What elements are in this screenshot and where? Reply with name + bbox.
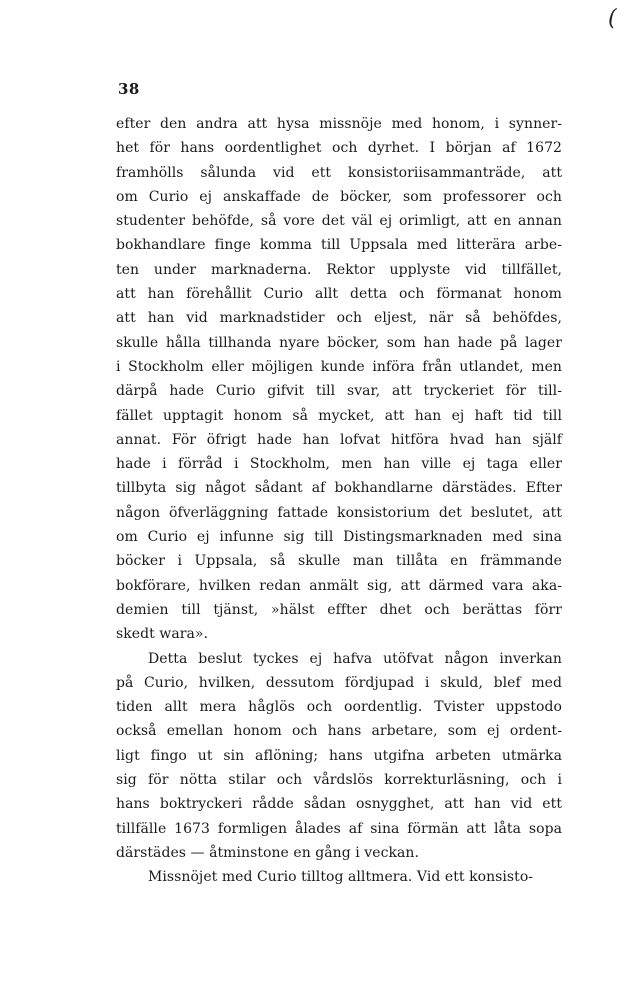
text-line: fället upptagit honom så mycket, att han ej haft tid till bbox=[116, 407, 562, 424]
text-line: Detta beslut tyckes ej hafva utöfvat någon inverkan bbox=[148, 650, 562, 667]
body-text bbox=[116, 112, 562, 890]
text-line: att han vid marknadstider och eljest, när så behöfdes, bbox=[116, 310, 562, 327]
paragraph bbox=[116, 865, 562, 889]
text-line: någon öfverläggning fattade konsistorium det beslutet, att bbox=[116, 504, 562, 521]
text-line: också emellan honom och hans arbetare, som ej ordent- bbox=[116, 723, 562, 740]
text-line: om Curio ej anskaffade de böcker, som professorer och bbox=[116, 188, 562, 205]
text-line: bokhandlare finge komma till Uppsala med litterära arbe- bbox=[116, 237, 562, 254]
page-number: 38 bbox=[118, 80, 140, 98]
text-line: tiden allt mera håglös och oordentlig. Tvister uppstodo bbox=[116, 699, 562, 716]
text-line: skulle hålla tillhanda nyare böcker, som han hade på lager bbox=[116, 334, 562, 351]
paragraph bbox=[116, 112, 562, 647]
text-line: därpå hade Curio gifvit till svar, att tryckeriet för till- bbox=[116, 383, 562, 400]
text-line: ligt fingo ut sin aflöning; hans utgifna arbeten utmärka bbox=[116, 747, 562, 764]
paragraph bbox=[116, 647, 562, 866]
text-line: om Curio ej infunne sig till Distingsmarknaden med sina bbox=[116, 529, 562, 546]
text-line: bokförare, hvilken redan anmält sig, att därmed vara aka- bbox=[116, 577, 562, 594]
text-line: att han förehållit Curio allt detta och förmanat honom bbox=[116, 286, 562, 303]
text-line: på Curio, hvilken, dessutom fördjupad i skuld, blef med bbox=[116, 674, 562, 691]
text-line: tillbyta sig något sådant af bokhandlarne därstädes. Efter bbox=[116, 480, 562, 497]
text-line: därstädes — åtminstone en gång i veckan. bbox=[116, 844, 419, 861]
text-line: framhölls sålunda vid ett konsistoriisammanträde, att bbox=[116, 164, 562, 181]
text-line: ten under marknaderna. Rektor upplyste vid tillfället, bbox=[116, 261, 562, 278]
text-line: demien till tjänst, »hälst effter dhet och berättas förr bbox=[116, 601, 562, 618]
text-line: studenter behöfde, så vore det väl ej orimligt, att en annan bbox=[116, 213, 562, 230]
text-line: Missnöjet med Curio tilltog alltmera. Vid ett konsisto- bbox=[148, 869, 534, 886]
text-line: sig för nötta stilar och vårdslös korrekturläsning, och i bbox=[116, 772, 562, 789]
text-line: efter den andra att hysa missnöje med honom, i synner- bbox=[116, 116, 562, 132]
text-line: het för hans oordentlighet och dyrhet. I början af 1672 bbox=[116, 140, 562, 157]
text-line: i Stockholm eller möjligen kunde införa från utlandet, men bbox=[116, 358, 562, 375]
text-line: annat. För öfrigt hade han lofvat hitföra hvad han själf bbox=[116, 431, 562, 448]
margin-mark: ( bbox=[608, 6, 617, 31]
text-line: hade i förråd i Stockholm, men han ville ej taga eller bbox=[116, 456, 562, 473]
text-line: skedt wara». bbox=[116, 626, 208, 643]
text-line: hans boktryckeri rådde sådan osnygghet, att han vid ett bbox=[116, 796, 562, 813]
text-line: tillfälle 1673 formligen ålades af sina förmän att låta sopa bbox=[116, 820, 562, 837]
text-line: böcker i Uppsala, så skulle man tillåta en främmande bbox=[116, 553, 562, 570]
